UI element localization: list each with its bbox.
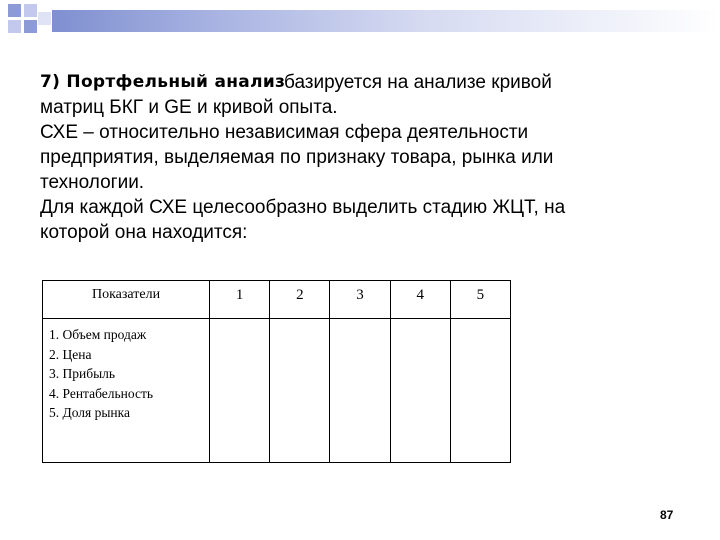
decor-square xyxy=(24,20,37,33)
decor-square xyxy=(8,4,21,17)
empty-cell xyxy=(330,319,390,463)
header-stage: 1 xyxy=(210,281,270,319)
empty-cell xyxy=(390,319,450,463)
decor-square xyxy=(24,4,37,17)
decor-square xyxy=(38,12,51,25)
table-header-row xyxy=(43,281,511,319)
body-line: СХЕ – относительно независимая сфера деятельности xyxy=(40,122,529,143)
list-item: 5. Доля рынка xyxy=(49,405,130,420)
slide-title: 7) Портфельный анализ xyxy=(40,72,286,92)
empty-cell xyxy=(210,319,270,463)
header-stage: 2 xyxy=(270,281,330,319)
title-line xyxy=(40,70,680,95)
table-row xyxy=(43,319,511,463)
header-indicators: Показатели xyxy=(43,281,210,319)
header-stage: 3 xyxy=(330,281,390,319)
header-stage: 5 xyxy=(450,281,510,319)
body-line: технологии. xyxy=(40,172,145,193)
indicators-table xyxy=(42,280,511,463)
body-line: Для каждой СХЕ целесообразно выделить стадию ЖЦТ, на xyxy=(40,197,566,218)
list-item: 3. Прибыль xyxy=(49,366,116,381)
indicator-list xyxy=(43,319,210,463)
slide-body-text xyxy=(40,70,680,245)
decor-square xyxy=(8,20,21,33)
body-line: предприятия, выделяемая по признаку товара, рынка или xyxy=(40,147,554,168)
list-item: 4. Рентабельность xyxy=(49,385,154,401)
empty-cell xyxy=(450,319,510,463)
body-line: которой она находится: xyxy=(40,222,248,243)
page-number: 87 xyxy=(660,508,674,522)
body-line: матриц БКГ и GE и кривой опыта. xyxy=(40,97,338,118)
empty-cell xyxy=(270,319,330,463)
header-gradient-bar xyxy=(52,10,720,32)
header-decoration xyxy=(0,0,720,46)
list-item: 1. Объем продаж xyxy=(49,327,147,342)
header-stage: 4 xyxy=(390,281,450,319)
title-continuation: базируется на анализе кривой xyxy=(284,72,552,93)
list-item: 2. Цена xyxy=(49,346,92,362)
